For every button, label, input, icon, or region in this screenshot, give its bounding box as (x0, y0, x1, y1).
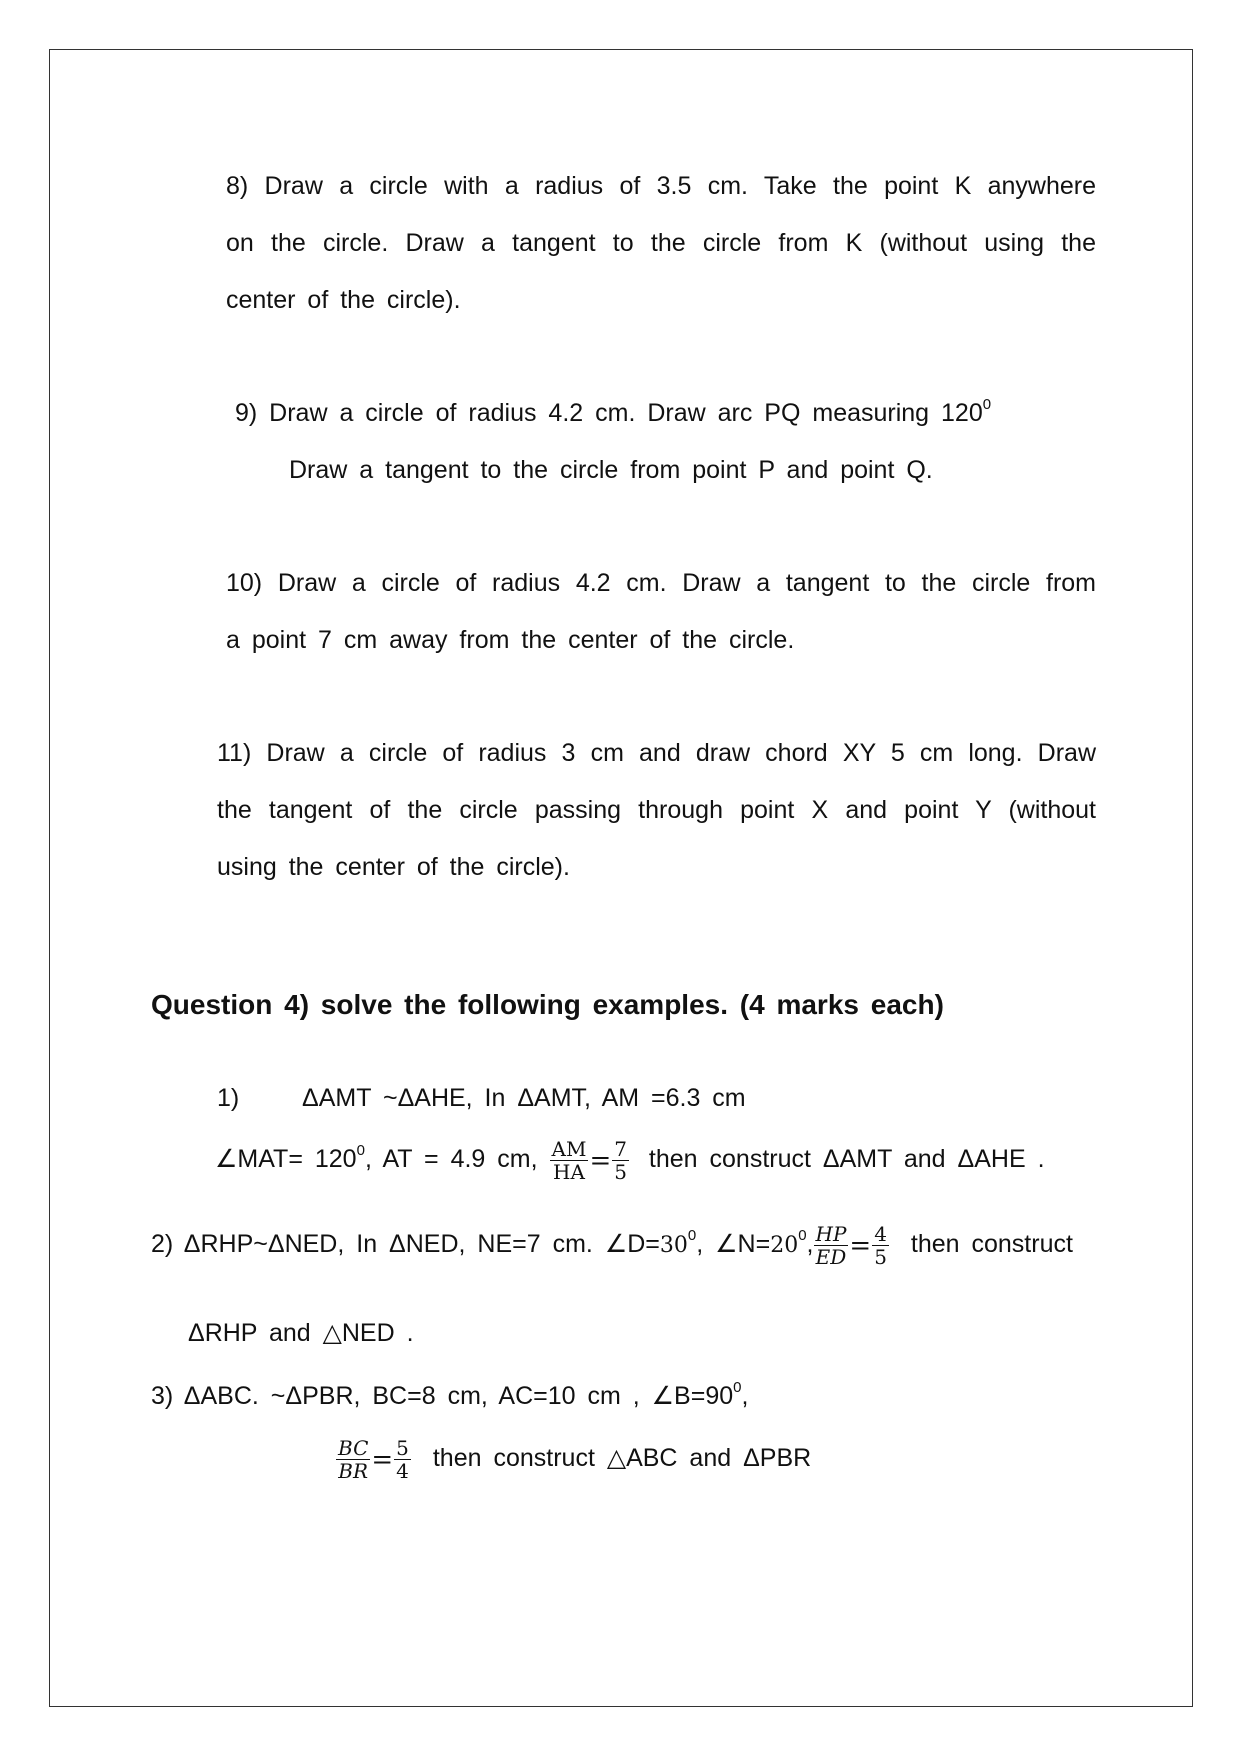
ex3-ratio-denominator: 4 (396, 1459, 409, 1483)
ex2-comma: , (806, 1230, 814, 1259)
ex1-ratio-numerator: 7 (614, 1137, 627, 1161)
ex2-fraction-hp-ed (814, 1223, 849, 1268)
ex3-fraction-bc-br (336, 1437, 370, 1482)
ex3-frac-denominator: BR (338, 1459, 369, 1483)
q8-line-2: on the circle. Draw a tangent to the circle from K (without using the (226, 229, 1096, 257)
ex1-frac-numerator: AM (551, 1137, 587, 1161)
ex3-line-1 (151, 1378, 749, 1411)
ex2-frac-denominator: ED (815, 1245, 847, 1269)
ex1-number: 1) (217, 1084, 240, 1112)
ex3-given-text: 3) ΔABC. ~ΔPBR, BC=8 cm, AC=10 cm , ∠B=90 (151, 1382, 734, 1410)
ex2-ratio-numerator: 4 (874, 1222, 887, 1246)
ex3-ratio-numerator: 5 (396, 1436, 409, 1460)
ex1-fraction-am-ha (550, 1138, 589, 1183)
ex2-angle-n-value: 20 (770, 1233, 799, 1259)
ex2-fraction-4-5 (872, 1223, 889, 1268)
ex2-angle-n-text: , ∠N= (696, 1230, 771, 1259)
q11-line-2: the tangent of the circle passing through point X and point Y (without (217, 796, 1096, 824)
ex2-ratio-denominator: 5 (874, 1245, 887, 1269)
ex2-degree-sup-1: 0 (687, 1226, 697, 1244)
question-4-heading: Question 4) solve the following examples. (4 marks each) (151, 989, 944, 1020)
ex1-construct-text: then construct ΔAMT and ΔAHE . (648, 1145, 1045, 1174)
ex2-line-2: ΔRHP and △NED . (188, 1319, 414, 1347)
q9-degree-sup: 0 (982, 395, 992, 413)
ex2-given-text: 2) ΔRHP~ΔNED, In ΔNED, NE=7 cm. ∠D= (151, 1230, 660, 1259)
ex1-angle-text: ∠MAT= 120 (215, 1145, 357, 1174)
ex3-degree-sup: 0 (733, 1378, 742, 1396)
ex3-comma: , (741, 1382, 749, 1410)
q9-line-1 (235, 395, 992, 428)
q8-line-3: center of the circle). (226, 286, 461, 314)
ex2-angle-d-value: 30 (659, 1233, 688, 1259)
ex1-at-text: , AT = 4.9 cm, (364, 1145, 538, 1174)
ex2-degree-sup-2: 0 (798, 1226, 807, 1244)
q8-line-1: 8) Draw a circle with a radius of 3.5 cm. Take the point K anywhere (226, 172, 1096, 200)
ex2-line-1 (151, 1223, 1073, 1268)
q10-line-1: 10) Draw a circle of radius 4.2 cm. Draw a tangent to the circle from (226, 569, 1096, 597)
q10-line-2: a point 7 cm away from the center of the circle. (226, 626, 795, 654)
q11-line-1: 11) Draw a circle of radius 3 cm and draw chord XY 5 cm long. Draw (217, 739, 1096, 767)
ex2-construct-text: then construct (910, 1230, 1073, 1259)
ex3-fraction-5-4 (394, 1437, 411, 1482)
ex2-frac-numerator: HP (815, 1222, 847, 1246)
ex1-frac-denominator: HA (553, 1160, 585, 1184)
ex1-ratio-denominator: 5 (614, 1160, 627, 1184)
q11-line-3: using the center of the circle). (217, 853, 570, 881)
ex3-construct-text: then construct △ABC and ΔPBR (432, 1444, 812, 1473)
ex1-equals: = (589, 1145, 612, 1176)
q9-line-2: Draw a tangent to the circle from point P and point Q. (289, 456, 933, 484)
ex3-equals: = (371, 1444, 394, 1475)
q9-line-1-text: 9) Draw a circle of radius 4.2 cm. Draw arc PQ measuring 120 (235, 399, 983, 427)
ex3-frac-numerator: BC (338, 1436, 369, 1460)
ex1-degree-sup: 0 (356, 1141, 365, 1159)
ex2-equals: = (849, 1230, 872, 1261)
ex1-fraction-7-5 (612, 1138, 629, 1183)
ex3-line-2 (336, 1437, 811, 1482)
ex1-line-2 (215, 1138, 1045, 1183)
ex1-line-1: ΔAMT ~ΔAHE, In ΔAMT, AM =6.3 cm (302, 1084, 746, 1112)
